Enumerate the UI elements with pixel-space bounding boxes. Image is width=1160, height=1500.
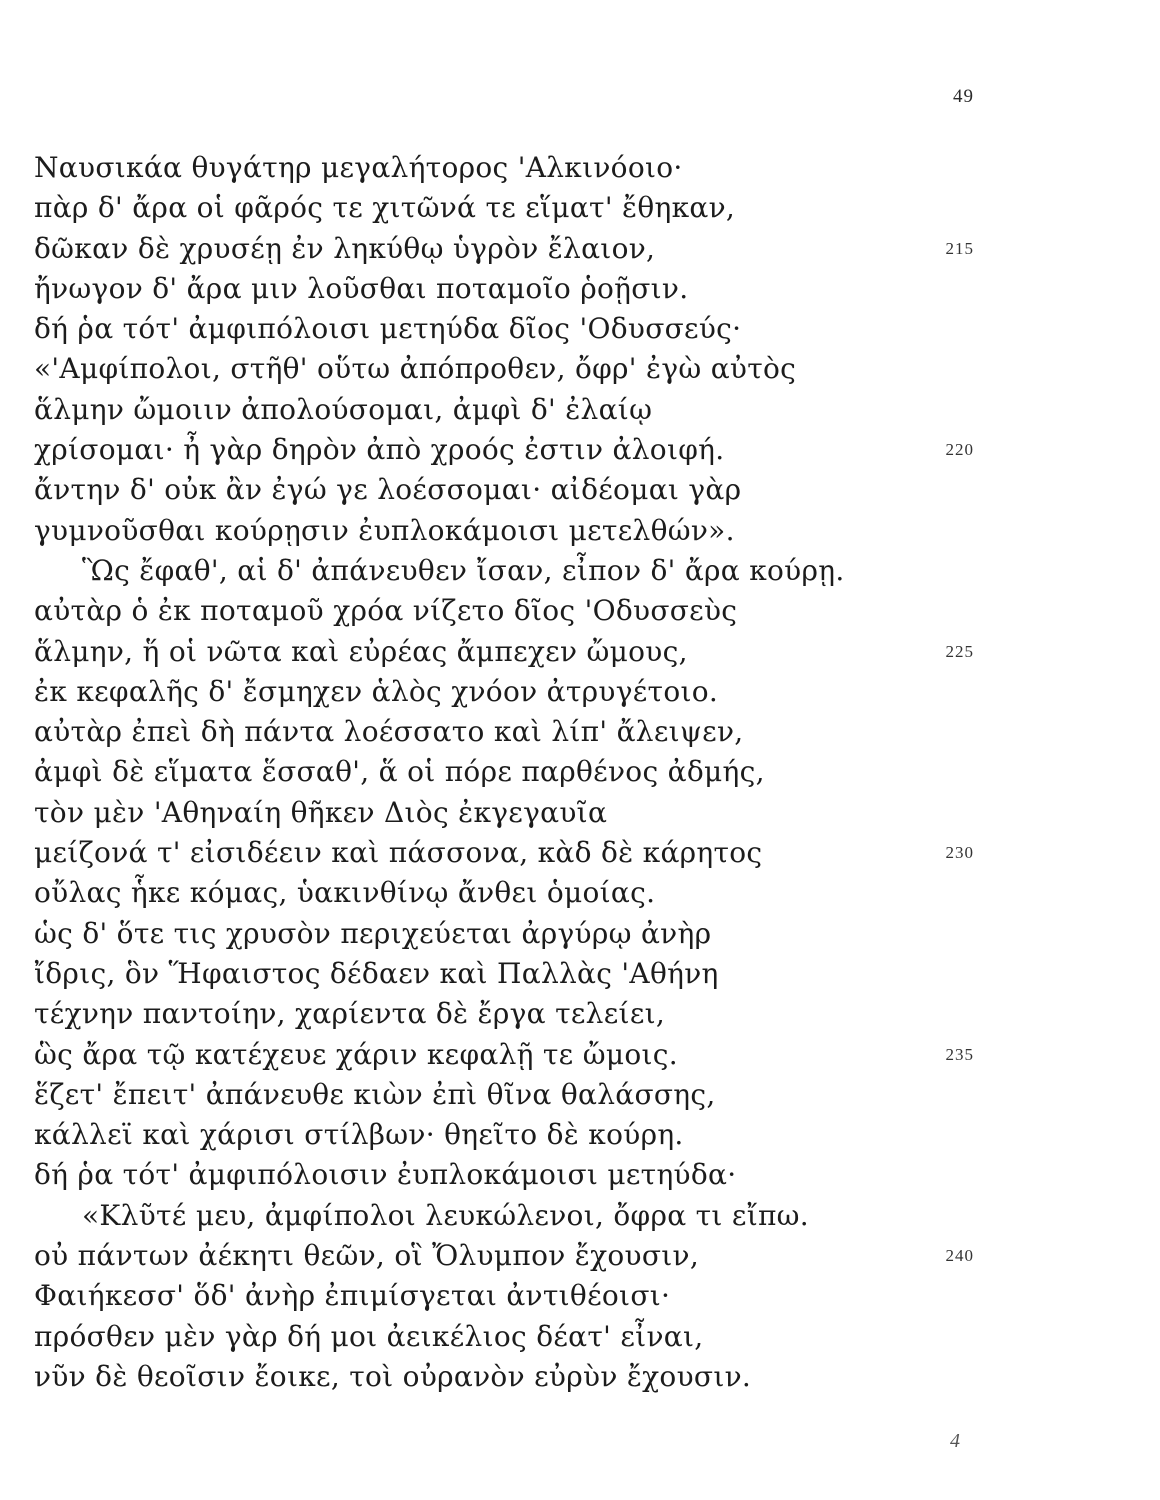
- verse-line: [34, 994, 974, 1034]
- verse-text: ἕζετ' ἔπειτ' ἀπάνευθε κιὼν ἐπὶ θῖνα θαλάσσης,: [34, 1077, 716, 1111]
- verse-text: πρόσθεν μὲν γὰρ δή μοι ἀεικέλιος δέατ' εἶναι,: [34, 1319, 704, 1353]
- verse-text: «Κλῦτέ μευ, ἀμφίπολοι λευκώλενοι, ὄφρα τι εἴπω.: [82, 1198, 810, 1232]
- page-number: 49: [953, 86, 974, 107]
- verse-text: πὰρ δ' ἄρα οἱ φᾶρός τε χιτῶνά τε εἵματ' ἔθηκαν,: [34, 191, 736, 225]
- verse-text: οὐ πάντων ἀέκητι θεῶν, οἳ Ὄλυμπον ἔχουσιν,: [34, 1239, 700, 1273]
- verse-line: [34, 1196, 974, 1236]
- verse-line: [34, 148, 974, 188]
- verse-line: [34, 632, 974, 672]
- verse-text: Φαιήκεσσ' ὅδ' ἀνὴρ ἐπιμίσγεται ἀντιθέοισι·: [34, 1279, 671, 1313]
- verse-text: Ὣς ἔφαθ', αἱ δ' ἀπάνευθεν ἴσαν, εἶπον δ' ἄρα κούρῃ.: [82, 553, 845, 587]
- line-number: 230: [945, 843, 974, 863]
- verse-line: [34, 833, 974, 873]
- verse-line: [34, 1276, 974, 1316]
- verse-line: [34, 1115, 974, 1155]
- verse-text: ἐκ κεφαλῆς δ' ἔσμηχεν ἁλὸς χνόον ἀτρυγέτοιο.: [34, 674, 719, 708]
- verse-text: ὡς δ' ὅτε τις χρυσὸν περιχεύεται ἀργύρῳ ἀνὴρ: [34, 916, 712, 950]
- verse-line: [34, 470, 974, 510]
- verse-line: [34, 1035, 974, 1075]
- line-number: 220: [945, 440, 974, 460]
- verse-text: Ναυσικάα θυγάτηρ μεγαλήτορος 'Αλκινόοιο·: [34, 151, 683, 184]
- verse-text: τὸν μὲν 'Αθηναίη θῆκεν Διὸς ἐκγεγαυῖα: [34, 795, 608, 829]
- line-number: 225: [945, 641, 974, 661]
- verse-line: [34, 752, 974, 792]
- verse-text: ἅλμην, ἥ οἱ νῶτα καὶ εὐρέας ἄμπεχεν ὤμους,: [34, 634, 688, 668]
- verse-text: δῶκαν δὲ χρυσέῃ ἐν ληκύθῳ ὑγρὸν ἔλαιον,: [34, 231, 656, 265]
- verse-text: ἄντην δ' οὐκ ἂν ἐγώ γε λοέσσομαι· αἰδέομαι γὰρ: [34, 473, 742, 507]
- verse-line: [34, 1357, 974, 1397]
- verse-line: [34, 1317, 974, 1357]
- verse-line: [34, 712, 974, 752]
- verse-text: ἀμφὶ δὲ εἵματα ἕσσαθ', ἅ οἱ πόρε παρθένος ἀδμής,: [34, 755, 765, 789]
- verse-line: [34, 873, 974, 913]
- verse-line: [34, 954, 974, 994]
- verse-line: [34, 591, 974, 631]
- verse-line: [34, 430, 974, 470]
- verse-line: [34, 229, 974, 269]
- verse-text: ἅλμην ὤμοιιν ἀπολούσομαι, ἀμφὶ δ' ἐλαίῳ: [34, 392, 653, 426]
- verse-text: οὔλας ἧκε κόμας, ὑακινθίνῳ ἄνθει ὁμοίας.: [34, 876, 656, 910]
- verse-line: [34, 914, 974, 954]
- verse-line: [34, 1075, 974, 1115]
- verse-text: δή ῥα τότ' ἀμφιπόλοισιν ἐυπλοκάμοισι μετηύδα·: [34, 1158, 737, 1192]
- verse-text: μείζονά τ' εἰσιδέειν καὶ πάσσονα, κὰδ δὲ κάρητος: [34, 836, 763, 870]
- verse-text: χρίσομαι· ἦ γὰρ δηρὸν ἀπὸ χροός ἐστιν ἀλοιφή.: [34, 433, 725, 467]
- verse-line: [34, 309, 974, 349]
- verse-text: ἴδρις, ὃν Ἥφαιστος δέδαεν καὶ Παλλὰς 'Αθήνη: [34, 956, 719, 990]
- verse-line: [34, 1155, 974, 1195]
- verse-text: ἤνωγον δ' ἄρα μιν λοῦσθαι ποταμοῖο ῥοῇσιν.: [34, 271, 689, 305]
- verse-block: [34, 148, 974, 1397]
- verse-text: αὐτὰρ ὁ ἐκ ποταμοῦ χρόα νίζετο δῖος 'Οδυσσεὺς: [34, 594, 738, 628]
- line-number: 240: [945, 1246, 974, 1266]
- verse-text: τέχνην παντοίην, χαρίεντα δὲ ἔργα τελείει,: [34, 997, 666, 1031]
- verse-text: κάλλεϊ καὶ χάρισι στίλβων· θηεῖτο δὲ κούρη.: [34, 1118, 684, 1152]
- verse-text: δή ῥα τότ' ἀμφιπόλοισι μετηύδα δῖος 'Οδυσσεύς·: [34, 312, 742, 346]
- verse-text: «'Αμφίπολοι, στῆθ' οὕτω ἀπόπροθεν, ὄφρ' ἐγὼ αὐτὸς: [34, 352, 797, 386]
- signature-mark: 4: [950, 1430, 960, 1452]
- verse-line: [34, 188, 974, 228]
- verse-line: [34, 349, 974, 389]
- verse-line: [34, 511, 974, 551]
- verse-line: [34, 390, 974, 430]
- line-number: 215: [945, 238, 974, 258]
- verse-text: γυμνοῦσθαι κούρῃσιν ἐυπλοκάμοισι μετελθών».: [34, 513, 735, 547]
- verse-line: [34, 551, 974, 591]
- verse-text: ὣς ἄρα τῷ κατέχευε χάριν κεφαλῇ τε ὤμοις.: [34, 1037, 678, 1071]
- verse-text: νῦν δὲ θεοῖσιν ἔοικε, τοὶ οὐρανὸν εὐρὺν ἔχουσιν.: [34, 1359, 752, 1393]
- verse-line: [34, 672, 974, 712]
- verse-line: [34, 793, 974, 833]
- line-number: 235: [945, 1044, 974, 1064]
- verse-line: [34, 269, 974, 309]
- verse-text: αὐτὰρ ἐπεὶ δὴ πάντα λοέσσατο καὶ λίπ' ἄλειψεν,: [34, 715, 744, 749]
- verse-line: [34, 1236, 974, 1276]
